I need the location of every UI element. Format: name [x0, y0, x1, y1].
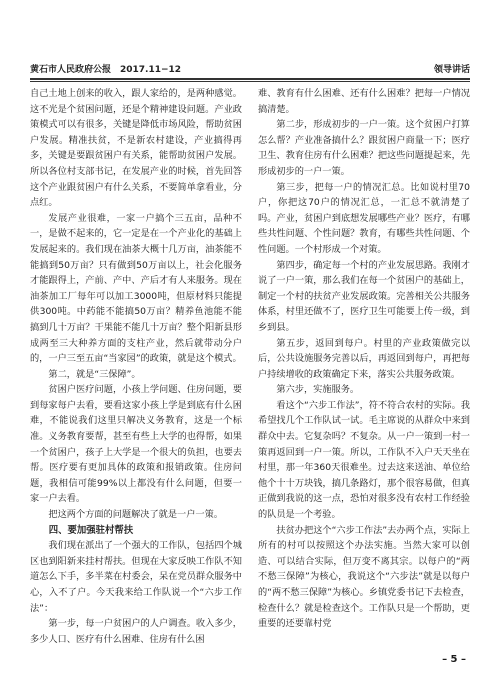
header-publication: 黄石市人民政府公报 2017.11−12 [30, 65, 182, 75]
paragraph: 扶贫办把这个“六步工作法”去办两个点，实际上所有的村可以按照这个办法实施。当然大家可以创造、可以结合实际，但万变不离其宗。以每户的“两不愁三保障”为核心，我说这个“六步法”就是以每户的“两不愁三保障”为核心。乡镇党委书记下去检查，检查什么？就是检查这个。工作队只是一个帮助，更重要的还要靠村党 [258, 524, 470, 630]
paragraph: 第二步，形成初步的一户一策。这个贫困户打算怎么帮？产业准备搞什么？跟贫困户商量一下；医疗卫生、教育住房有什么困难？把这些问题提起来，先形成初步的一户一策。 [258, 119, 470, 177]
paragraph: 难、教育有什么困难、还有什么困难？把每一户情况搞清楚。 [258, 88, 470, 115]
section-heading: 四、要加强驻村帮扶 [48, 524, 134, 536]
paragraph: 第二，就是“三保障”。 [48, 368, 141, 380]
paragraph: 第六步，实施服务。 [276, 384, 360, 396]
paragraph: 第三步，把每一户的情况汇总。比如说村里70户，你把这70户的情况汇总，一汇总不就清楚了吗。产业，贫困户到底想发展哪些产业？医疗，有哪些共性问题、个性问题？教育，有哪些共性问题、个性问题。一个村形成一个对策。 [258, 181, 470, 255]
page-number: – 5 – [442, 654, 466, 665]
paragraph: 把这两个方面的问题解决了就是一户一策。 [48, 509, 223, 521]
paragraph: 自己土地上创来的收入，跟人家给的，是两种感觉。这不光是个贫困问题，还是个精神建设问题。产业政策模式可以有很多，关键是降低市场风险，帮助贫困户发展。精准扶贫，不是新农村建设，产业搞得再多，关键是要跟贫困户有关系，能帮助贫困户发展。所以各位村支部书记，在发展产业的时候，首先回答这个产业跟贫困户有什么关系，不要简单拿看业，分点红。 [30, 88, 242, 209]
page-header [30, 62, 470, 76]
header-rule-thick [30, 78, 470, 80]
header-rule-thin [30, 81, 470, 82]
paragraph: 我们现在派出了一个强大的工作队，包括四个城区也到阳新来挂村帮扶。但现在大家反映工作队不知道怎么下手，多半菜在村委会，呆在党员群众服务中心，入不了户。今天我来给工作队说一个“六步工作法”： [30, 540, 242, 614]
paragraph: 第四步，确定每一个村的产业发展思路。我刚才说了一户一策，那么我们在每一个贫困户的基础上，制定一个村的扶贫产业发展政策。完善相关公共服务体系，村里还做不了，医疗卫生可能要上传一级，到乡到县。 [258, 259, 470, 333]
header-section: 领导讲话 [433, 65, 470, 75]
left-column [30, 86, 242, 646]
paragraph: 看这个“六步工作法”，符不符合农村的实际。我希望找几个工作队试一试。毛主席说的从群众中来到群众中去。它复杂吗？不复杂。从一户一策到一村一策再返回到一户一策。所以，工作队不入户天天坐在村里，那一年360天很难坐。过去这来送油、单位给他个十十万块钱，搞几条路灯，那个很容易做，但真正做到我说的这一点，恐怕对很多没有农村工作经验的队员是一个考验。 [258, 399, 470, 521]
right-column [258, 86, 470, 646]
paragraph: 第五步，返回到每户。村里的产业政策做完以后，公共设施服务完善以后，再返回到每户，再把每户持续增收的政策确定下来，落实公共服务政策。 [258, 337, 470, 380]
paragraph: 发展产业很难，一家一户搞个三五亩，品种不一，是做不起来的，它一定是在一个产业化的基础上发展起来的。我们现在油茶大概十几万亩，油茶能不能搞到50万亩？只有做到50万亩以上，社会化服务才能跟得上，产前、产中、产后才有人来服务。现在油茶加工厂每年可以加工3000吨，但原材料只能提供300吨。中药能不能搞50万亩？精养鱼池能不能搞到几十万亩？干果能不能几十万亩？整个阳新县形成两至三大种养方面的支柱产业，然后就带动分户的，一户三至五亩“当家园”的政策，就是这个模式。 [30, 212, 242, 365]
paragraph: 第一步，每一户贫困户的人户调查。收入多少，多少人口、医疗有什么困难、住房有什么困 [30, 618, 242, 645]
paragraph: 贫困户医疗问题，小孩上学问题、住房问题，要到每家每户去看，要看这家小孩上学是到底有什么困难，不能说我们这里只解决义务教育，这是一个标准。义务教育要帮，甚至有些上大学的也得帮，如果一个贫困户，孩子上大学是一个很大的负担，也要去帮。医疗要有更加具体的政策和报销政策。住房问题，我相信可能99%以上都没有什么问题，但要一家一户去看。 [30, 384, 242, 505]
